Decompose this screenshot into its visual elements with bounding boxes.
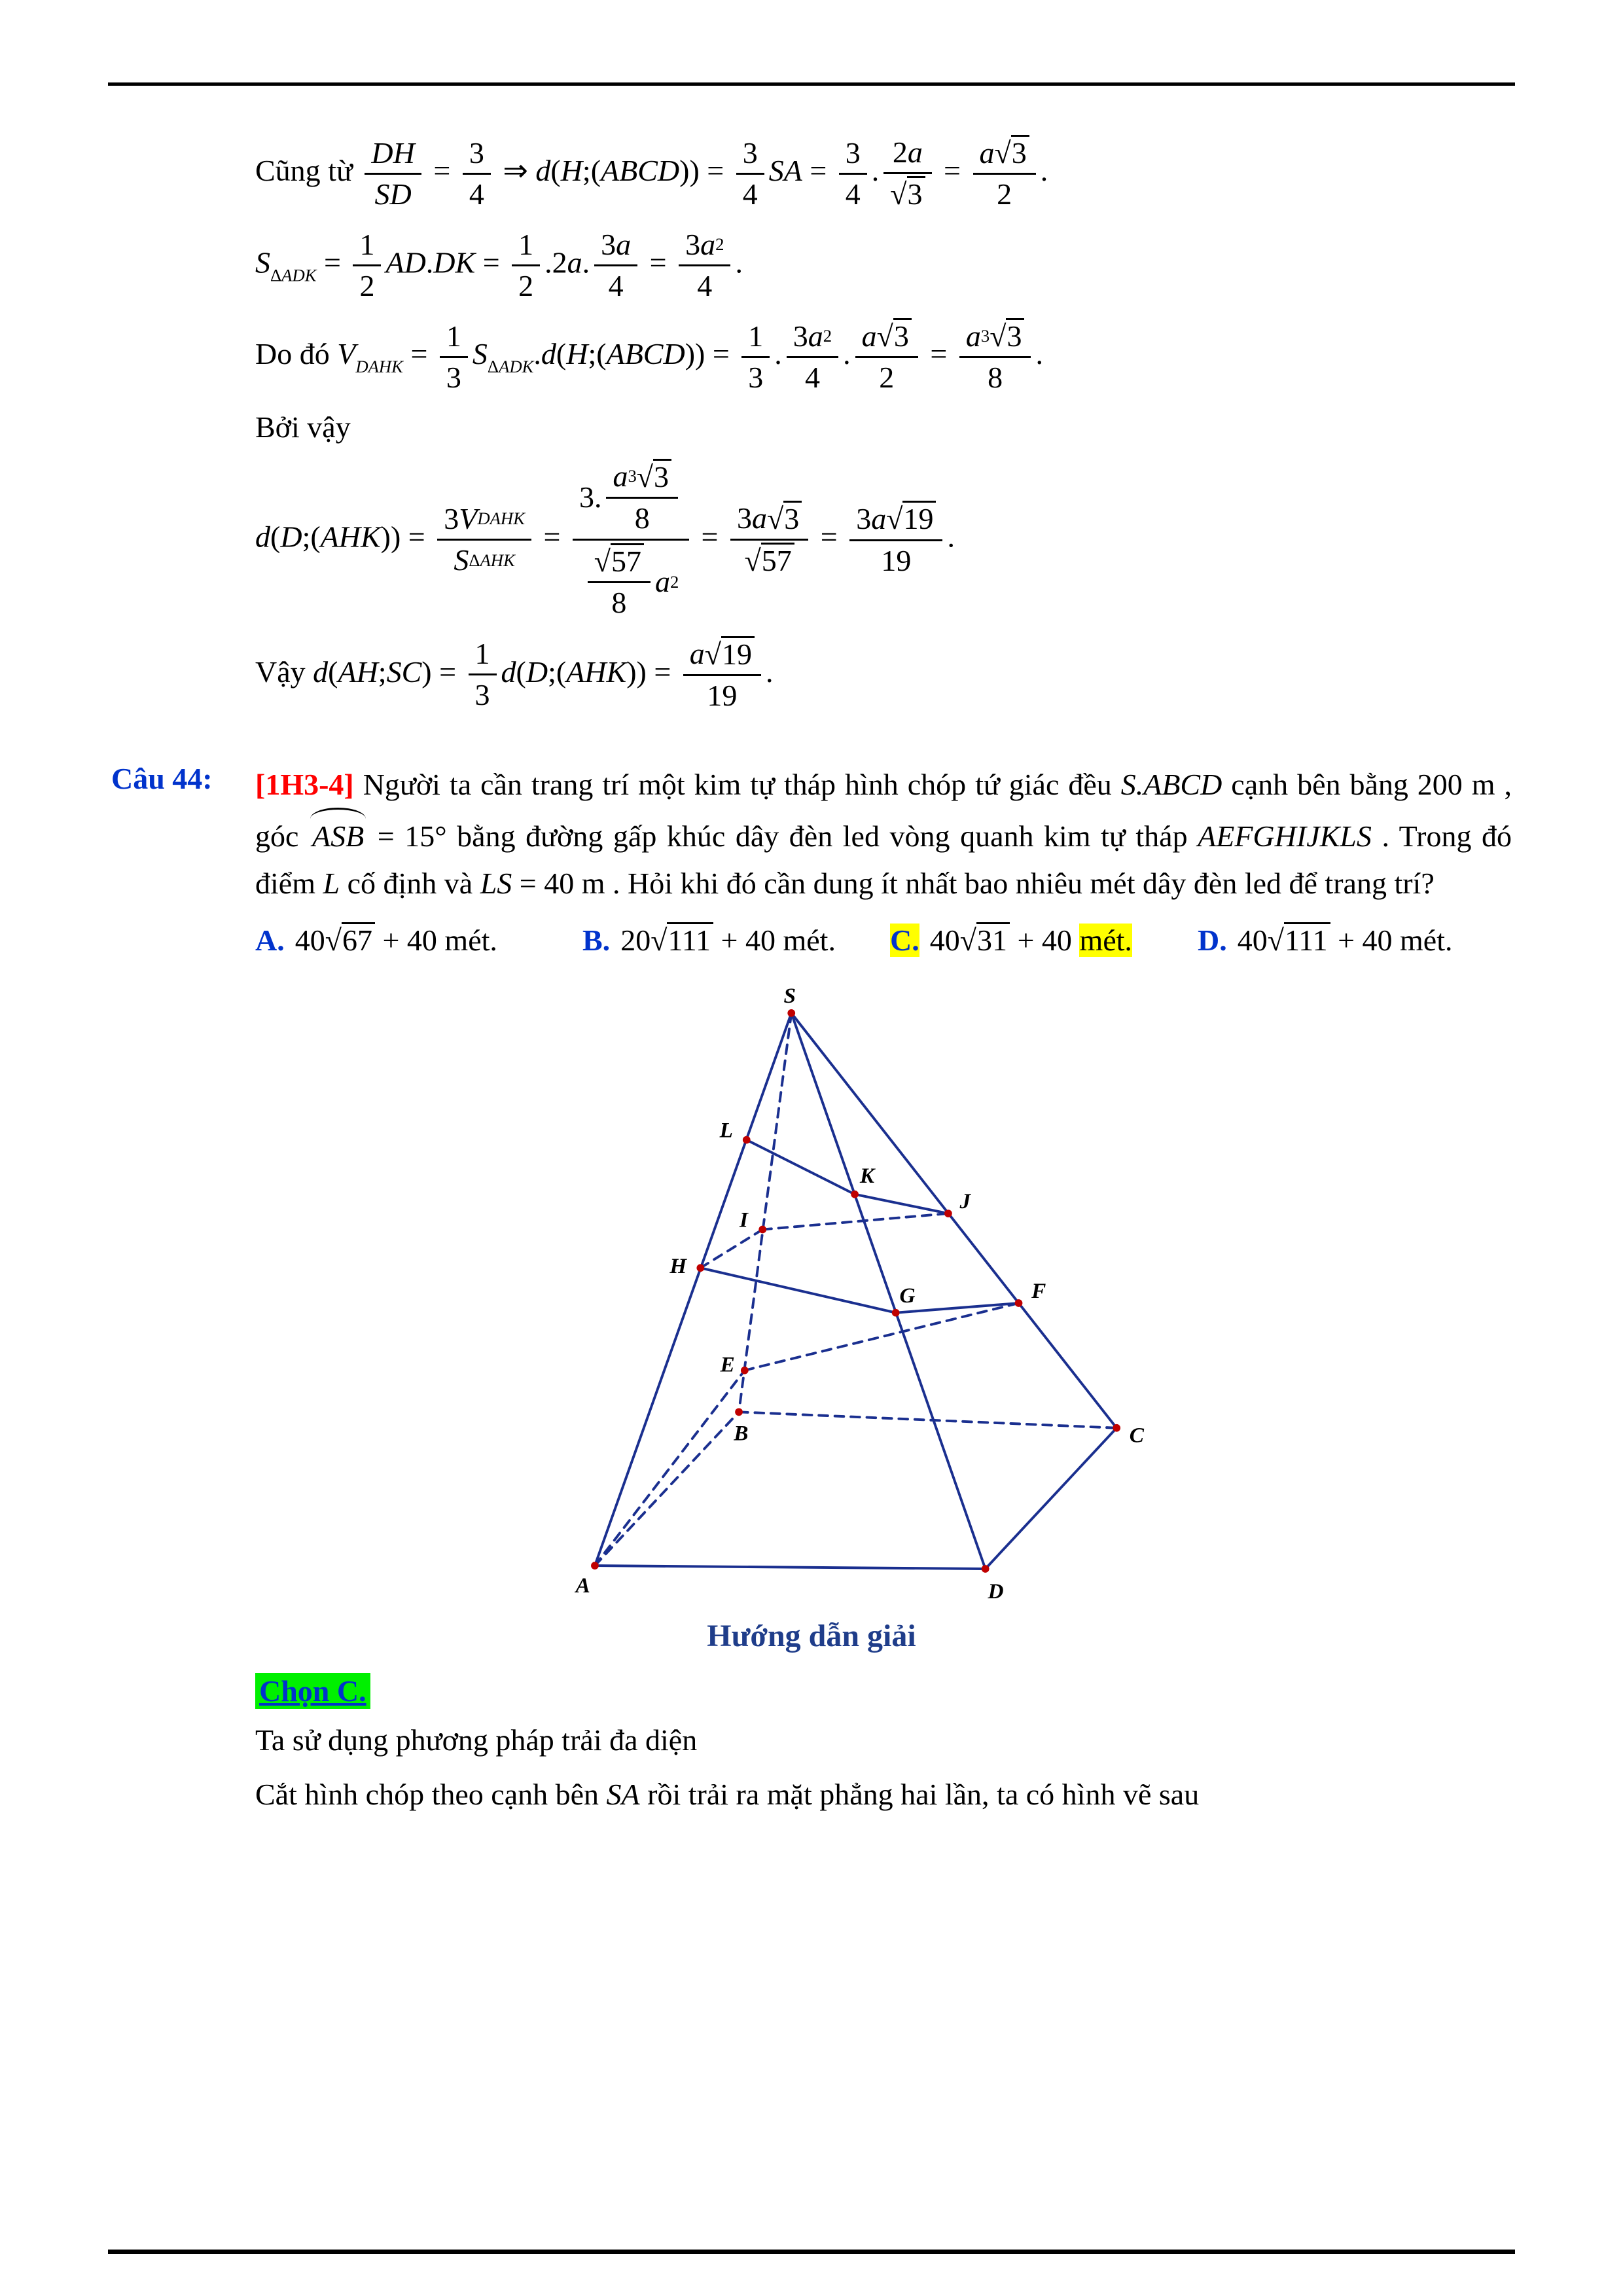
solution-math-block <box>255 134 1512 714</box>
question-text: [1H3-4] Người ta cần trang trí một kim tự tháp hình chóp tứ giác đều S.ABCD cạnh bên bằng 200 m , góc ASB = 15° bằng đường gấp khúc dây đèn led vòng quanh kim tự tháp AEFGHIJKLS . Trong đó điểm L cố định và LS = 40 m . Hỏi khi đó cần dung ít nhất bao nhiêu mét dây đèn led để trang trí? <box>255 768 1512 900</box>
option-c: C. 40√31 + 40 mét. <box>890 924 1132 958</box>
svg-text:S: S <box>783 984 796 1009</box>
math-line-5: Vậy d(AH;SC) = $\frac{1}{3}$ d(D;(AHK)) = a √19 19 . <box>255 636 1512 715</box>
svg-text:F: F <box>1031 1279 1046 1304</box>
math-line-1: Cũng từ $\frac{DH}{SD}$ = $\frac{3}{4}$ ⇒ d(H;(ABCD)) = $\frac{3}{4}$ SA = $\frac{3}{4}$ . 2 a √3 = a √3 2 . <box>255 135 1048 211</box>
math-line-4: d(D;(AHK)) = 3 V DAHK S ΔAHK = 3. a 3 √3 8 $\frac{√57}{8}$ a 2 = 3 a √3 √57 = 3 a √19 19 . <box>255 457 1512 622</box>
pyramid-figure-svg <box>563 980 1152 1613</box>
svg-text:C: C <box>1129 1423 1144 1448</box>
question-number: Câu 44: <box>111 762 213 796</box>
top-rule <box>108 82 1515 86</box>
bottom-rule <box>108 2250 1515 2254</box>
svg-text:D: D <box>988 1579 1004 1604</box>
solution-heading: Hướng dẫn giải <box>707 1618 916 1653</box>
chosen-answer-badge: Chọn C. <box>255 1673 370 1709</box>
solution-text-1: Ta sử dụng phương pháp trải đa diện <box>255 1723 698 1757</box>
svg-text:A: A <box>575 1573 590 1598</box>
svg-text:B: B <box>734 1421 749 1446</box>
option-d: D. 40√111 + 40 mét. <box>1198 924 1453 958</box>
math-line-3: Do đó $V_{DAHK}$ = $\frac{1}{3}$ $S_{\Delta ADK}.d(H;(ABCD))$ = $\frac{1}{3}$ . 3 a 2 4 . a √3 2 = a 3 √3 8 . <box>255 317 1512 397</box>
math-line-2: $S_{\Delta ADK}$ = $\frac{1}{2}$ AD.DK = $\frac{1}{2}$ .2a. 3 a 4 = 3 a 2 4 . <box>255 227 743 302</box>
svg-text:J: J <box>959 1189 971 1214</box>
svg-text:E: E <box>720 1352 735 1377</box>
solution-text-2: Cắt hình chóp theo cạnh bên SA rồi trải ra mặt phẳng hai lần, ta có hình vẽ sau <box>255 1777 1200 1811</box>
text-line-boi-vay: Bởi vậy <box>255 410 351 444</box>
svg-text:G: G <box>899 1283 916 1308</box>
answer-options <box>255 922 1512 958</box>
option-a: A. 40√67 + 40 mét. <box>255 924 497 958</box>
question-44 <box>111 761 1512 906</box>
svg-text:I: I <box>740 1208 748 1232</box>
svg-text:L: L <box>719 1118 733 1143</box>
svg-text:K: K <box>859 1164 875 1189</box>
option-b: B. 20√111 + 40 mét. <box>582 924 836 958</box>
pyramid-figure <box>563 980 1152 1613</box>
chosen-answer-line <box>255 1674 1512 1708</box>
svg-text:H: H <box>669 1254 687 1279</box>
page-content <box>111 121 1512 1826</box>
